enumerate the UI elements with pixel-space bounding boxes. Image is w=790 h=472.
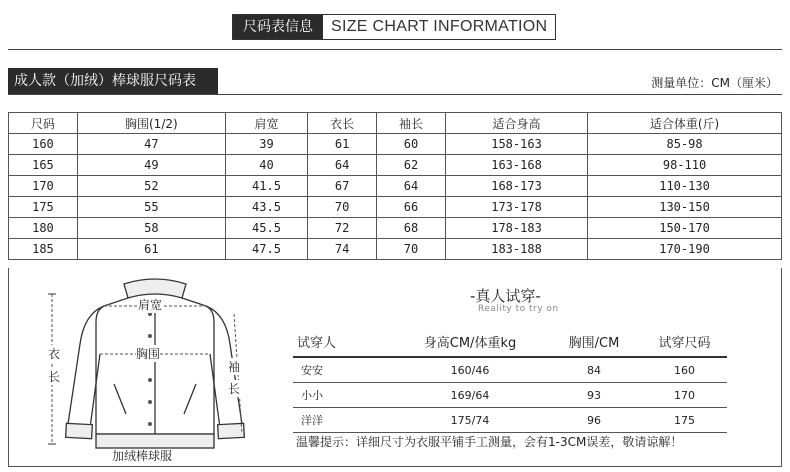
cell: 70 (377, 239, 446, 260)
section-title: 成人款（加绒）棒球服尺码表 (8, 68, 218, 94)
cell: 40 (225, 155, 307, 176)
cell: 175/74 (394, 408, 546, 433)
section-divider (8, 94, 782, 95)
tip-note: 温馨提示：详细尺寸为衣服平铺手工测量，会有1-3CM误差，敬请谅解！ (296, 435, 683, 449)
cell: 43.5 (225, 197, 307, 218)
length-label-2: 长 (48, 370, 61, 384)
cell: 175 (642, 408, 727, 433)
cell: 60 (377, 134, 446, 155)
length-label-1: 衣 (48, 347, 61, 361)
table-row (293, 383, 727, 408)
cell: 84 (546, 357, 642, 383)
header-banner (232, 14, 556, 40)
shoulder-label: 肩宽 (138, 298, 163, 312)
fit-table (293, 326, 727, 433)
cell: 68 (377, 218, 446, 239)
cell: 47.5 (225, 239, 307, 260)
chest-label: 胸围 (136, 347, 161, 361)
cell: 160 (642, 357, 727, 383)
cell: 130-150 (588, 197, 782, 218)
diagram-caption: 加绒棒球服 (112, 449, 173, 463)
cell: 170-190 (588, 239, 782, 260)
col-header: 适合身高 (445, 113, 587, 134)
cell: 52 (77, 176, 225, 197)
table-row (9, 176, 782, 197)
col-header: 胸围(1/2) (77, 113, 225, 134)
table-row (293, 357, 727, 383)
cell: 175 (9, 197, 78, 218)
cell: 小小 (293, 383, 394, 408)
cell: 55 (77, 197, 225, 218)
table-row (9, 134, 782, 155)
cell: 180 (9, 218, 78, 239)
size-table (8, 112, 782, 260)
measure-unit: 测量单位：CM（厘米） (651, 76, 778, 90)
cell: 110-130 (588, 176, 782, 197)
col-header: 袖长 (377, 113, 446, 134)
cell: 150-170 (588, 218, 782, 239)
cell: 158-163 (445, 134, 587, 155)
table-row (9, 197, 782, 218)
cell: 160/46 (394, 357, 546, 383)
col-header: 尺码 (9, 113, 78, 134)
table-row (9, 218, 782, 239)
cell: 41.5 (225, 176, 307, 197)
cell: 170 (642, 383, 727, 408)
col-header: 试穿人 (293, 326, 394, 357)
cell: 85-98 (588, 134, 782, 155)
sleeve-label-1: 袖 (228, 360, 241, 374)
cell: 96 (546, 408, 642, 433)
cell: 169/64 (394, 383, 546, 408)
col-header: 身高CM/体重kg (394, 326, 546, 357)
cell: 62 (377, 155, 446, 176)
cell: 163-168 (445, 155, 587, 176)
cell: 47 (77, 134, 225, 155)
cell: 安安 (293, 357, 394, 383)
fit-title: -真人试穿- (470, 287, 541, 305)
table-row (9, 239, 782, 260)
cell: 160 (9, 134, 78, 155)
fit-table-header (293, 326, 727, 357)
col-header: 衣长 (308, 113, 377, 134)
cell: 185 (9, 239, 78, 260)
cell: 98-110 (588, 155, 782, 176)
cell: 39 (225, 134, 307, 155)
fit-subtitle: Reality to try on (478, 304, 559, 314)
cell: 64 (308, 155, 377, 176)
col-header: 胸围/CM (546, 326, 642, 357)
cell: 93 (546, 383, 642, 408)
cell: 49 (77, 155, 225, 176)
cell: 61 (77, 239, 225, 260)
header-title-cn: 尺码表信息 (233, 15, 323, 39)
cell: 58 (77, 218, 225, 239)
sleeve-label-2: 长 (228, 382, 241, 396)
top-divider (8, 49, 782, 50)
cell: 170 (9, 176, 78, 197)
cell: 178-183 (445, 218, 587, 239)
cell: 67 (308, 176, 377, 197)
cell: 70 (308, 197, 377, 218)
cell: 165 (9, 155, 78, 176)
cell: 洋洋 (293, 408, 394, 433)
cell: 183-188 (445, 239, 587, 260)
cell: 74 (308, 239, 377, 260)
header-title-en: SIZE CHART INFORMATION (331, 18, 548, 35)
cell: 61 (308, 134, 377, 155)
cell: 72 (308, 218, 377, 239)
cell: 64 (377, 176, 446, 197)
cell: 45.5 (225, 218, 307, 239)
table-row (293, 408, 727, 433)
size-table-header (9, 113, 782, 134)
cell: 168-173 (445, 176, 587, 197)
col-header: 适合体重(斤) (588, 113, 782, 134)
table-row (9, 155, 782, 176)
col-header: 试穿尺码 (642, 326, 727, 357)
cell: 173-178 (445, 197, 587, 218)
cell: 66 (377, 197, 446, 218)
col-header: 肩宽 (225, 113, 307, 134)
